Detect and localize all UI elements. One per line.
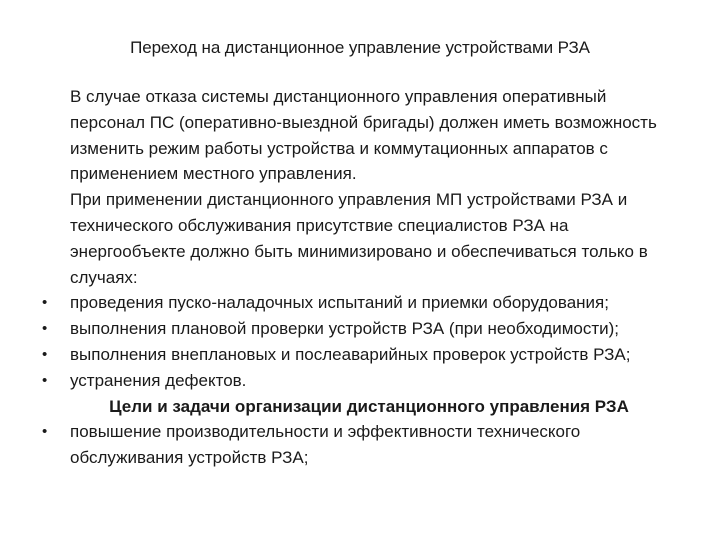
paragraph-remote-control: При применении дистанционного управления МП устройствами РЗА и технического обслуживания присутствие специалистов РЗА на энергообъекте должно быть минимизировано и обеспечиваться только в случаях:: [70, 190, 648, 287]
bullet-item: • повышение производительности и эффективности технического обслуживания устройств РЗА;: [36, 419, 686, 471]
section-subheading: Цели и задачи организации дистанционного управления РЗА: [109, 396, 629, 416]
slide-title: Переход на дистанционное управление устройствами РЗА: [130, 38, 590, 57]
paragraph-remote-failure: В случае отказа системы дистанционного управления оперативный персонал ПС (оперативно-выездной бригады) должен иметь возможность изменить режим работы устройства и коммутационных аппаратов с применением местного управления.: [70, 87, 657, 184]
bullet-item: • выполнения внеплановых и послеаварийных проверок устройств РЗА;: [36, 342, 686, 368]
bullet-item: • устранения дефектов.: [36, 368, 686, 394]
bullet-item: • проведения пуско-наладочных испытаний и приемки оборудования;: [36, 290, 686, 316]
bullet-item: • выполнения плановой проверки устройств РЗА (при необходимости);: [36, 316, 686, 342]
slide-content: [36, 84, 686, 471]
